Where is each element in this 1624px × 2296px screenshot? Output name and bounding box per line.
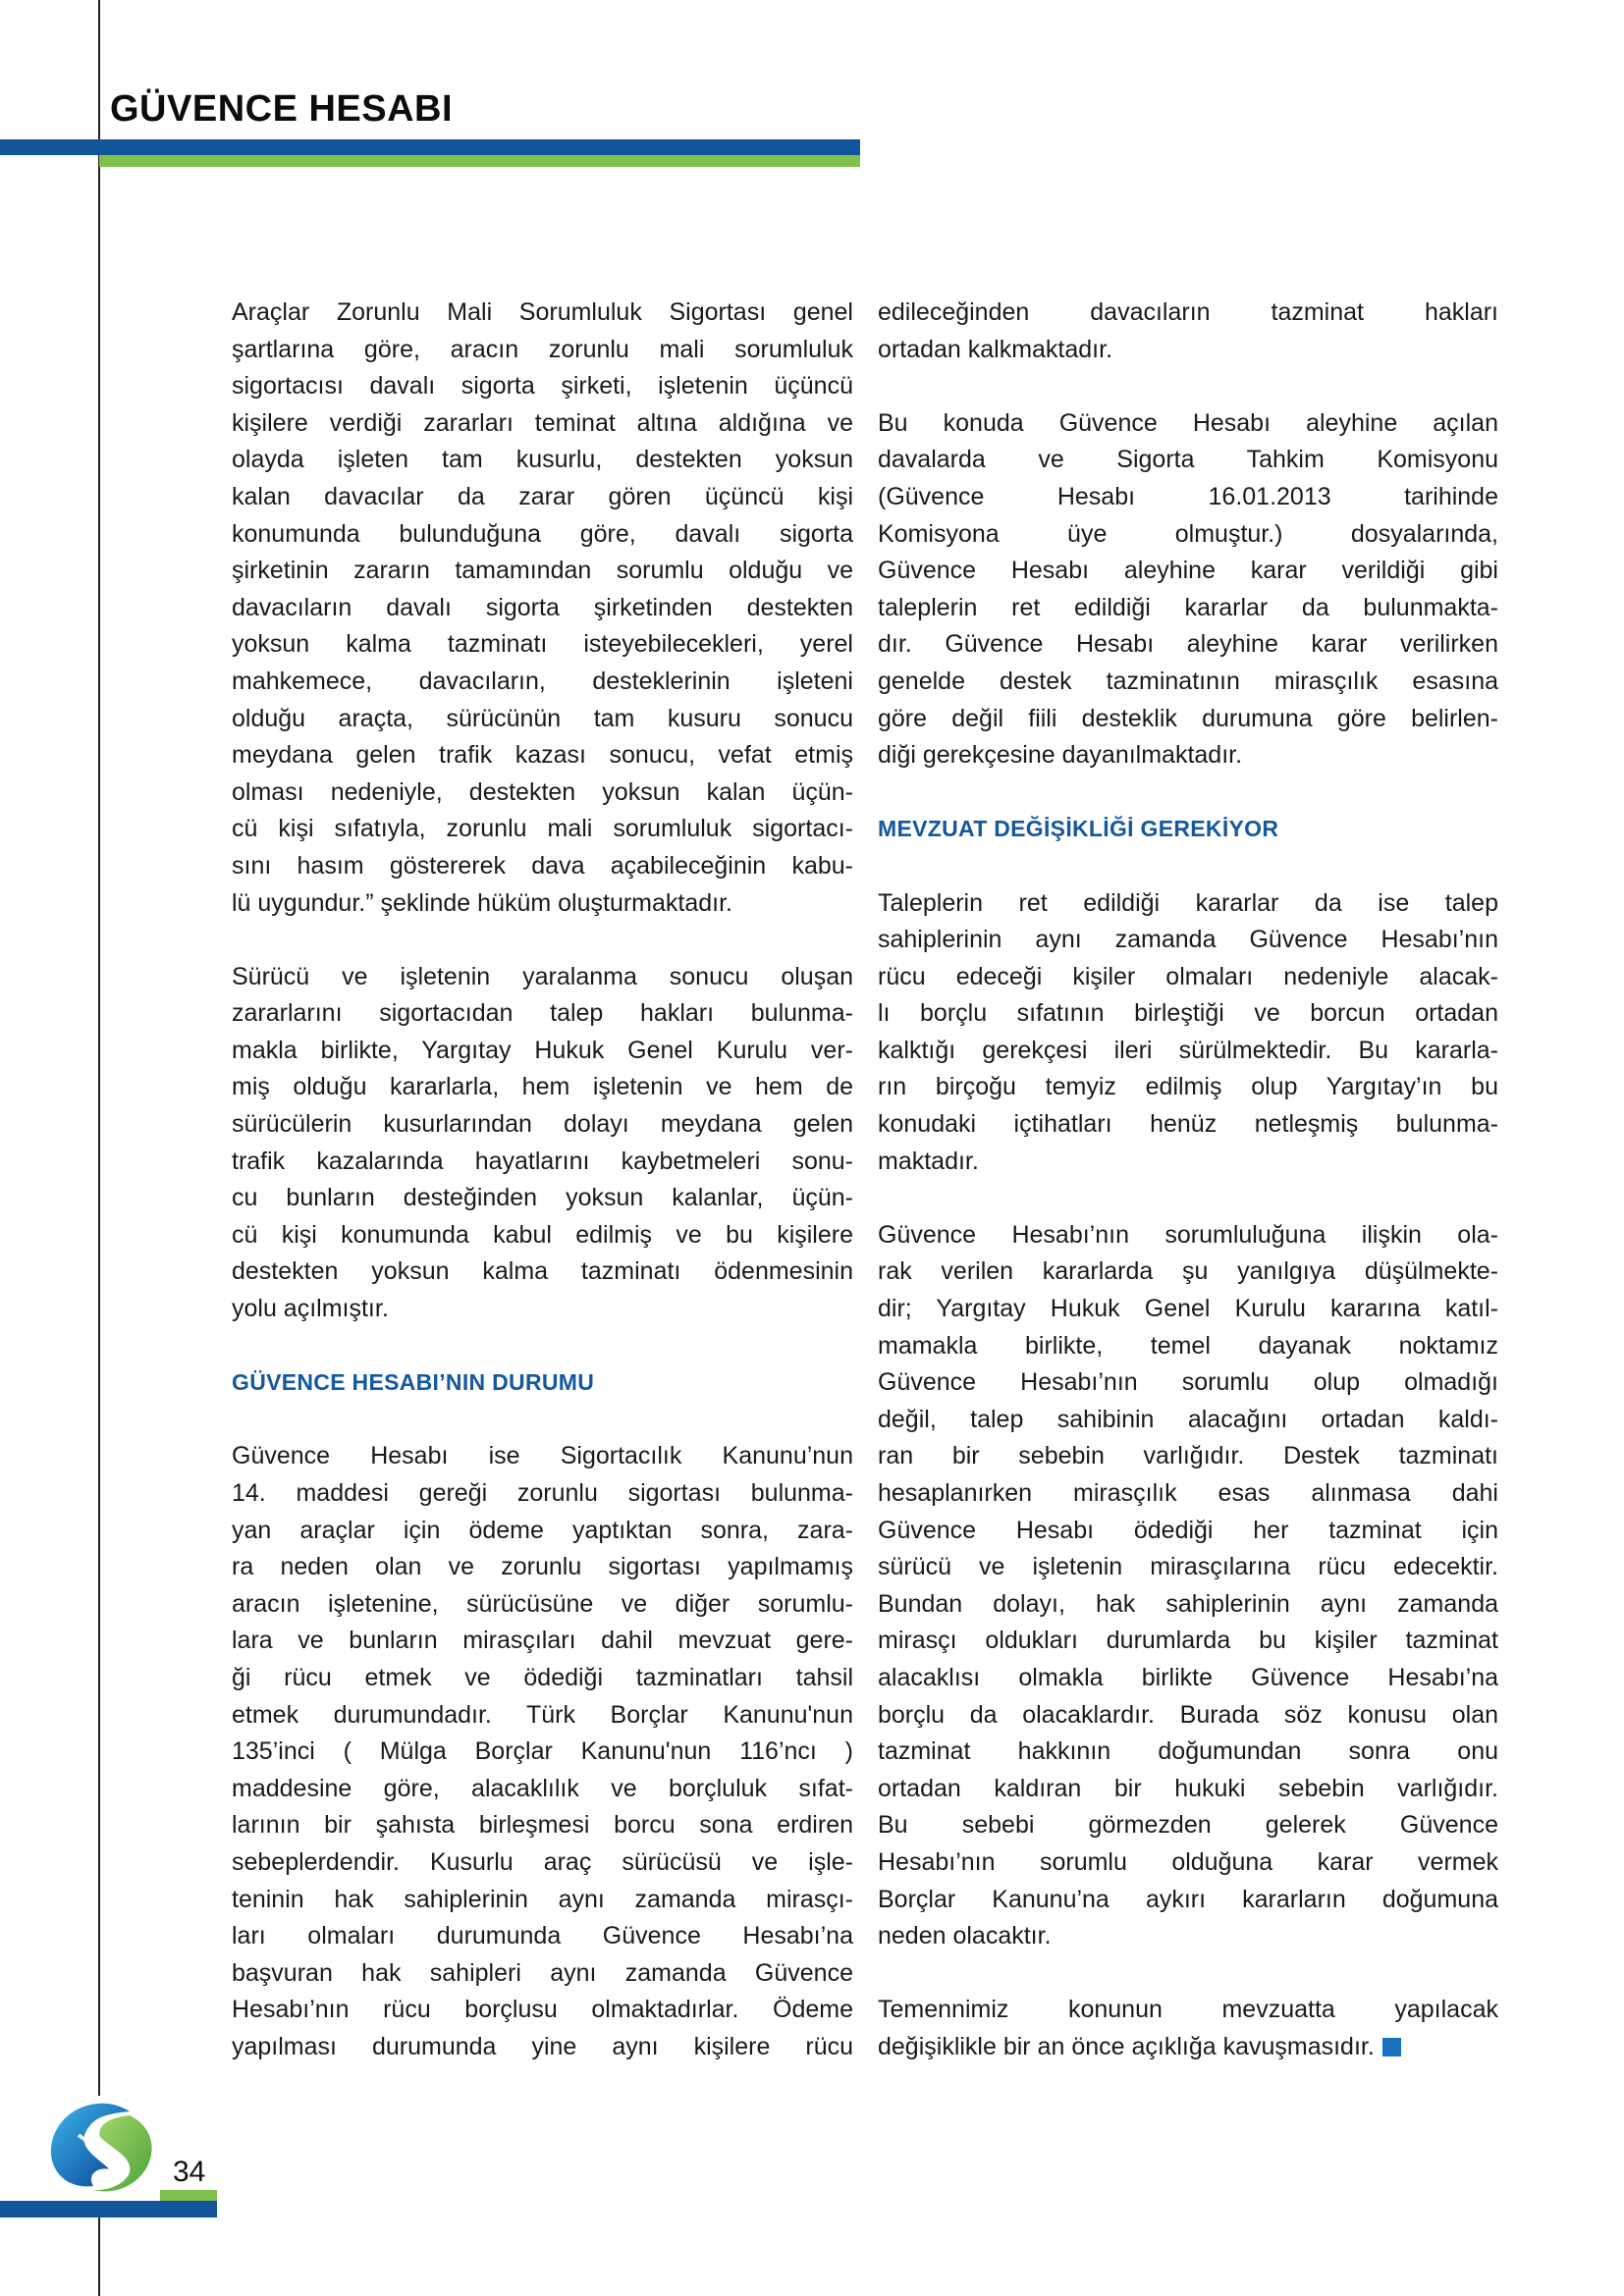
text-line: lı borçlu sıfatının birleştiği ve borcun ortadan [878,999,1498,1028]
text-line: sürücü ve işletenin mirasçılarına rücu edecektir. [878,1553,1498,1581]
text-line: ği rücu etmek ve ödediği tazminatları tahsil [232,1663,853,1691]
text-line: zararlarını sigortacıdan talep hakları bulunma- [232,999,853,1028]
text-line: cü kişi konumunda kabul edilmiş ve bu kişilere [232,1220,853,1249]
text-line: başvuran hak sahipleri aynı zamanda Güvence [232,1958,853,1987]
text-line: trafik kazalarında hayatlarını kaybetmeleri sonu- [232,1147,853,1175]
text-line: olduğu araçta, sürücünün tam kusuru sonucu [232,704,853,732]
text-line: Sürücü ve işletenin yaralanma sonucu oluşan [232,962,853,990]
text-line: sebeplerdendir. Kusurlu araç sürücüsü ve işle- [232,1847,853,1876]
paragraph [232,959,853,1328]
text-line: rücu edeceği kişiler olmaları nedeniyle alacak- [878,962,1498,990]
text-line: cu bunların desteğinden yoksun kalanlar, üçün- [232,1184,853,1212]
text-line: destekten yoksun kalma tazminatı ödenmesinin [232,1257,853,1286]
text-line: rak verilen kararlarda şu yanılgıya düşülmekte- [878,1257,1498,1286]
text-line: lara ve bunların mirasçıları dahil mevzuat gere- [232,1627,853,1655]
text-line: Komisyona üye olmuştur.) dosyalarında, [878,519,1498,548]
text-line: davacıların davalı sigorta şirketinden destekten [232,593,853,621]
text-line: ortadan kalkmaktadır. [878,335,1113,363]
text-line: hesaplanırken mirasçılık esas alınmasa dahi [878,1479,1498,1507]
text-line: tazminat hakkının doğumundan sonra onu [878,1737,1498,1766]
text-line: 14. maddesi gereği zorunlu sigortası bulunma- [232,1479,853,1507]
text-line: yan araçlar için ödeme yaptıktan sonra, zara- [232,1516,853,1544]
text-line: makla birlikte, Yargıtay Hukuk Genel Kurulu ver- [232,1036,853,1064]
text-line: larının bir şahısta birleşmesi borcu sona erdiren [232,1811,853,1840]
text-line: Bu sebebi görmezden gelerek Güvence [878,1811,1498,1840]
paragraph [878,1217,1498,1955]
text-line: kalktığı gerekçesi ileri sürülmektedir. Bu kararla- [878,1036,1498,1064]
page-title: GÜVENCE HESABI [110,88,454,130]
text-line: dir; Yargıtay Hukuk Genel Kurulu kararına katıl- [878,1295,1498,1323]
text-line: maktadır. [878,1147,979,1175]
text-line: sını hasım göstererek dava açabileceğinin kabu- [232,851,853,880]
paragraph [878,294,1498,368]
header-green-bar [99,155,860,167]
text-line: konumunda bulunduğuna göre, davalı sigorta [232,519,853,548]
end-square-icon [1382,2038,1401,2056]
text-line: davalarda ve Sigorta Tahkim Komisyonu [878,446,1498,474]
text-line: ra neden olan ve zorunlu sigortası yapılmamış [232,1553,853,1581]
text-line: lü uygundur.” şeklinde hüküm oluşturmaktadır. [232,888,732,917]
text-line: Borçlar Kanunu’na aykırı kararların doğumuna [878,1885,1498,1913]
text-line: sigortacısı davalı sigorta şirketi, işletenin üçüncü [232,372,853,400]
page-number: 34 [173,2156,206,2188]
text-line: aracın işletenine, sürücüsüne ve diğer sorumlu- [232,1589,853,1618]
paragraph [878,405,1498,774]
section-heading: MEVZUAT DEĞİŞİKLİĞİ GEREKİYOR [878,816,1279,842]
section-heading: GÜVENCE HESABI’NIN DURUMU [232,1369,595,1396]
text-line: Güvence Hesabı’nın sorumluluğuna ilişkin ola- [878,1220,1498,1249]
text-line: Hesabı’nın sorumlu olduğuna karar vermek [878,1847,1498,1876]
text-line: değişiklikle bir an önce açıklığa kavuşmasıdır. [878,2032,1375,2060]
text-line: şartlarına göre, aracın zorunlu mali sorumluluk [232,335,853,363]
text-line: Güvence Hesabı aleyhine karar verildiği gibi [878,557,1498,585]
text-line: konudaki içtihatları henüz netleşmiş bulunma- [878,1110,1498,1139]
text-line: etmek durumundadır. Türk Borçlar Kanunu'nun [232,1700,853,1729]
text-line: ortadan kaldıran bir hukuki sebebin varlığıdır. [878,1774,1498,1802]
margin-rule [98,0,100,2296]
text-line: Taleplerin ret edildiği kararlar da ise talep [878,888,1498,917]
paragraph [232,294,853,922]
paragraph [878,1992,1498,2065]
text-line: sürücülerin kusurlarından dolayı meydana gelen [232,1110,853,1139]
text-line: kişilere verdiği zararları teminat altına aldığına ve [232,408,853,437]
header-blue-bar [0,139,860,155]
text-line: sahiplerinin aynı zamanda Güvence Hesabı’nın [878,926,1498,954]
text-line: ran bir sebebin varlığıdır. Destek tazminatı [878,1442,1498,1470]
text-line: olayda işleten tam kusurlu, destekten yoksun [232,446,853,474]
text-line: (Güvence Hesabı 16.01.2013 tarihinde [878,482,1498,510]
text-line: borçlu da olacaklardır. Burada söz konusu olan [878,1700,1498,1729]
right-column [878,294,1498,2066]
text-line: Araçlar Zorunlu Mali Sorumluluk Sigortası genel [232,298,853,326]
text-line: mahkemece, davacıların, desteklerinin işleteni [232,667,853,695]
paragraph [232,1438,853,2065]
text-line: maddesine göre, alacaklılık ve borçluluk sıfat- [232,1774,853,1802]
text-line: rın birçoğu temyiz edilmiş olup Yargıtay’ın bu [878,1073,1498,1101]
paragraph [878,885,1498,1181]
left-column [232,294,853,2066]
text-line: mamakla birlikte, temel dayanak noktamız [878,1331,1498,1360]
text-line: neden olacaktır. [878,1922,1052,1950]
text-line: Hesabı’nın rücu borçlusu olmaktadırlar. Ödeme [232,1996,853,2024]
text-line: ları olmaları durumunda Güvence Hesabı’na [232,1922,853,1950]
text-line: 135’inci ( Mülga Borçlar Kanunu'nun 116’ncı ) [232,1737,853,1766]
footer-green-bar [160,2190,217,2201]
text-line-final [878,2029,1498,2066]
text-line: Bu konuda Güvence Hesabı aleyhine açılan [878,408,1498,437]
text-line: Temennimiz konunun mevzuatta yapılacak [878,1996,1498,2024]
text-line: şirketinin zararın tamamından sorumlu olduğu ve [232,557,853,585]
text-line: genelde destek tazminatının mirasçılık esasına [878,667,1498,695]
text-line: meydana gelen trafik kazası sonucu, vefat etmiş [232,741,853,770]
text-line: yolu açılmıştır. [232,1295,389,1323]
text-line: Güvence Hesabı ödediği her tazminat için [878,1516,1498,1544]
text-line: edileceğinden davacıların tazminat hakları [878,298,1498,326]
text-line: Güvence Hesabı’nın sorumlu olup olmadığı [878,1368,1498,1397]
text-line: olması nedeniyle, destekten yoksun kalan üçün- [232,777,853,806]
text-line: alacaklısı olmakla birlikte Güvence Hesabı’na [878,1663,1498,1691]
text-line: dır. Güvence Hesabı aleyhine karar verilirken [878,630,1498,659]
text-line: teninin hak sahiplerinin aynı zamanda mirasçı- [232,1885,853,1913]
text-line: yapılması durumunda yine aynı kişilere rücu [232,2032,853,2060]
text-line: kalan davacılar da zarar gören üçüncü kişi [232,482,853,510]
text-line: göre değil fiili desteklik durumuna göre belirlen- [878,704,1498,732]
text-line: diği gerekçesine dayanılmaktadır. [878,741,1243,770]
text-line: yoksun kalma tazminatı isteyebilecekleri, yerel [232,630,853,659]
text-line: Güvence Hesabı ise Sigortacılık Kanunu’nun [232,1442,853,1470]
footer-blue-bar [0,2201,217,2217]
text-line: mirasçı oldukları durumlarda bu kişiler tazminat [878,1627,1498,1655]
text-line: taleplerin ret edildiği kararlar da bulunmakta- [878,593,1498,621]
company-logo-sphere-icon [39,2096,160,2202]
text-line: değil, talep sahibinin alacağını ortadan kaldı- [878,1405,1498,1433]
text-line: miş olduğu kararlarla, hem işletenin ve hem de [232,1073,853,1101]
text-line: Bundan dolayı, hak sahiplerinin aynı zamanda [878,1589,1498,1618]
text-line: cü kişi sıfatıyla, zorunlu mali sorumluluk sigortacı- [232,815,853,843]
